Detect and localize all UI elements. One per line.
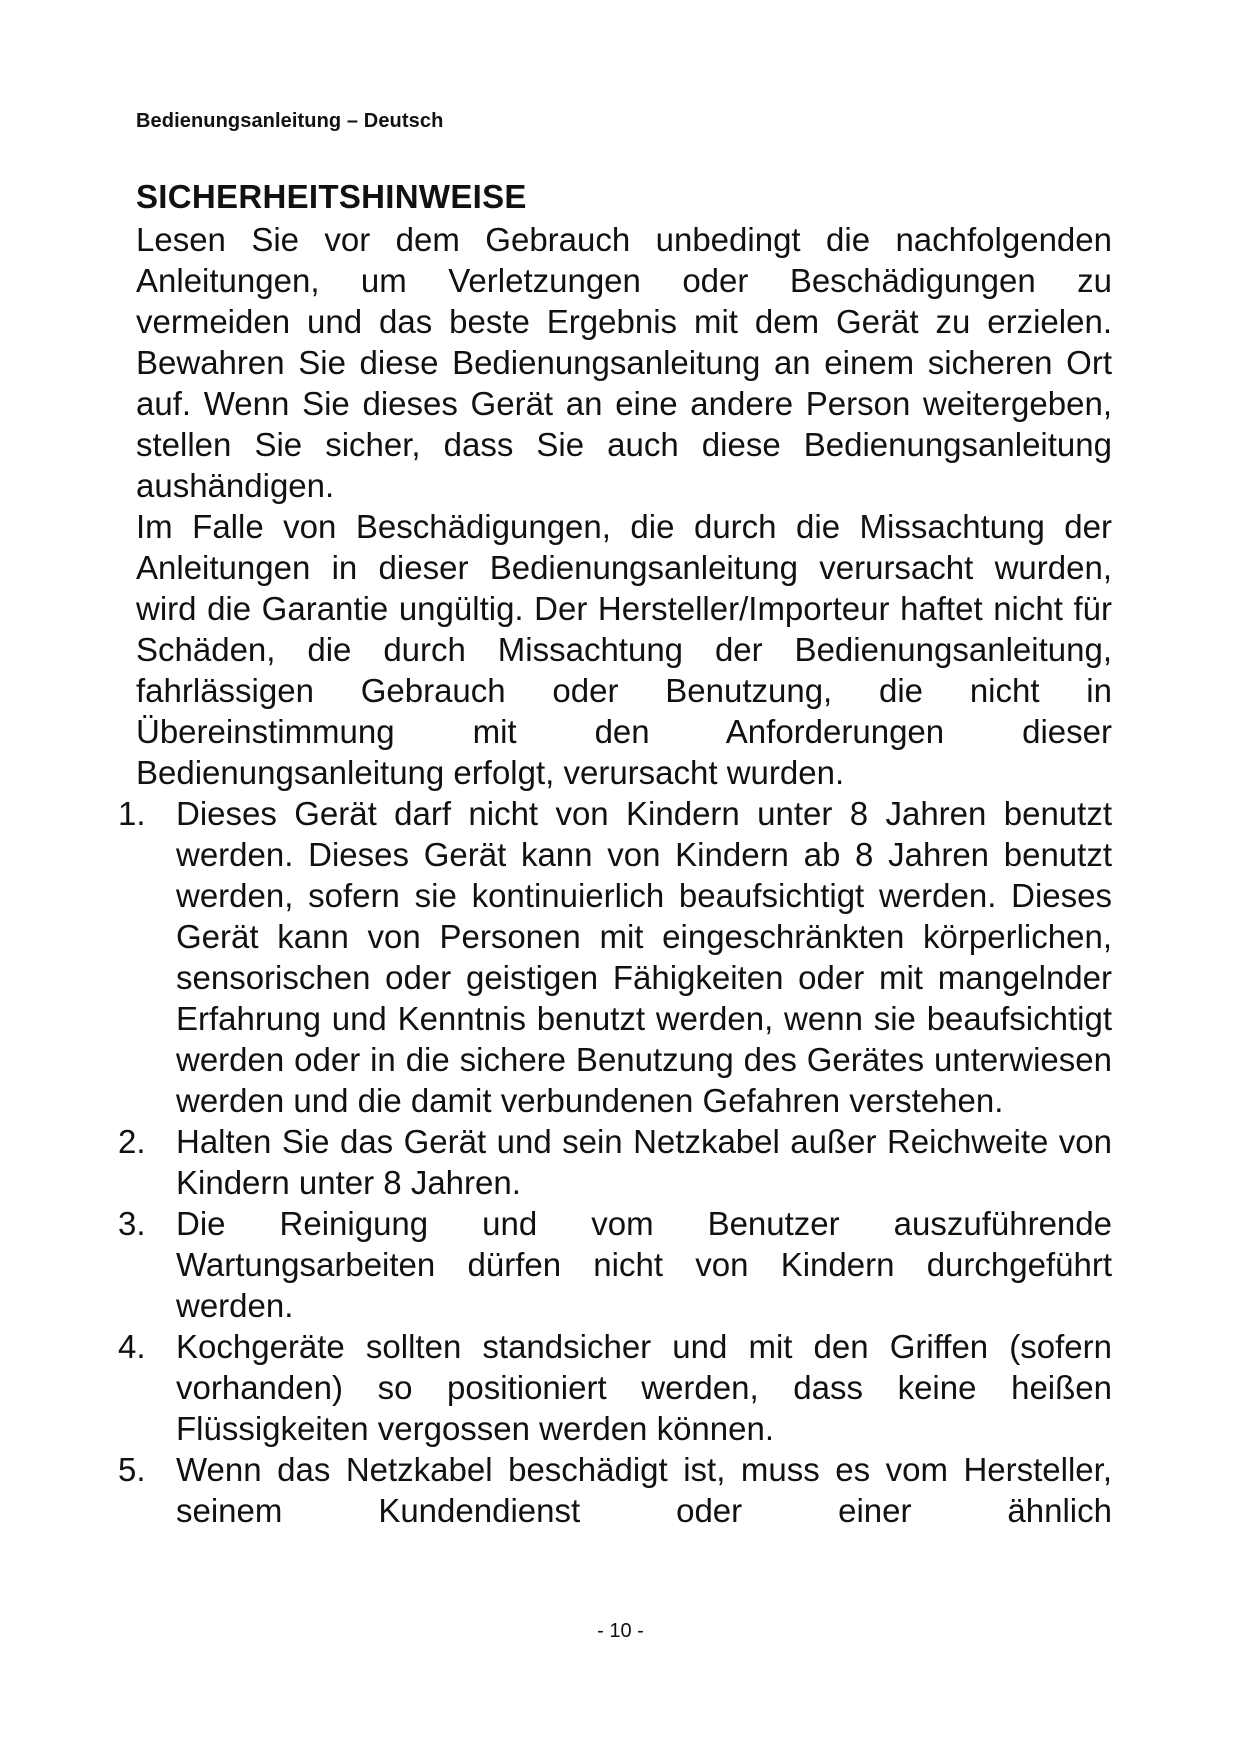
list-item	[118, 1121, 1112, 1203]
intro-paragraph: Lesen Sie vor dem Gebrauch unbedingt die nachfolgenden Anleitungen, um Verletzungen oder Beschädigungen zu vermeiden und das beste Ergebnis mit dem Gerät zu erzielen. Bewahren Sie diese Bedienungsanleitung an einem sicheren Ort auf. Wenn Sie dieses Gerät an eine andere Person weitergeben, stellen Sie sicher, dass Sie auch diese Bedienungsanleitung aushändigen.	[136, 221, 1112, 504]
list-item-number: 4.	[118, 1328, 146, 1365]
list-item-text: Dieses Gerät darf nicht von Kindern unter 8 Jahren benutzt werden. Dieses Gerät kann von Kindern ab 8 Jahren benutzt werden, sofern sie kontinuierlich beaufsichtigt werden. Dieses Gerät kann von Personen mit eingeschränkten körperlichen, sensorischen oder geistigen Fähigkeiten oder mit mangelnder Erfahrung und Kenntnis benutzt werden, wenn sie beaufsichtigt werden oder in die sichere Benutzung des Gerätes unterwiesen werden und die damit verbundenen Gefahren verstehen.	[176, 795, 1112, 1119]
section-body	[118, 219, 1112, 1531]
list-item-text: Wenn das Netzkabel beschädigt ist, muss es vom Hersteller, seinem Kundendienst oder einer ähnlich	[176, 1451, 1112, 1529]
warranty-paragraph: Im Falle von Beschädigungen, die durch die Missachtung der Anleitungen in dieser Bedienungsanleitung verursacht wurden, wird die Garantie ungültig. Der Hersteller/Importeur haftet nicht für Schäden, die durch Missachtung der Bedienungsanleitung, fahrlässigen Gebrauch oder Benutzung, die nicht in Übereinstimmung mit den Anforderungen dieser Bedienungsanleitung erfolgt, verursacht wurden.	[136, 508, 1112, 791]
page-number: - 10 -	[597, 1620, 644, 1642]
list-item-text: Halten Sie das Gerät und sein Netzkabel außer Reichweite von Kindern unter 8 Jahren.	[176, 1123, 1112, 1201]
list-item-text: Die Reinigung und vom Benutzer auszuführende Wartungsarbeiten dürfen nicht von Kindern durchgeführt werden.	[176, 1205, 1112, 1324]
list-item	[118, 1326, 1112, 1449]
list-item-number: 2.	[118, 1123, 146, 1160]
list-item-number: 1.	[118, 795, 146, 832]
safety-list	[118, 793, 1112, 1531]
list-item	[118, 793, 1112, 1121]
list-item-number: 5.	[118, 1451, 146, 1488]
list-item	[118, 1203, 1112, 1326]
section-title: SICHERHEITSHINWEISE	[136, 178, 527, 215]
running-header: Bedienungsanleitung – Deutsch	[136, 110, 444, 132]
list-item	[118, 1449, 1112, 1531]
list-item-text: Kochgeräte sollten standsicher und mit den Griffen (sofern vorhanden) so positioniert werden, dass keine heißen Flüssigkeiten vergossen werden können.	[176, 1328, 1112, 1447]
list-item-number: 3.	[118, 1205, 146, 1242]
